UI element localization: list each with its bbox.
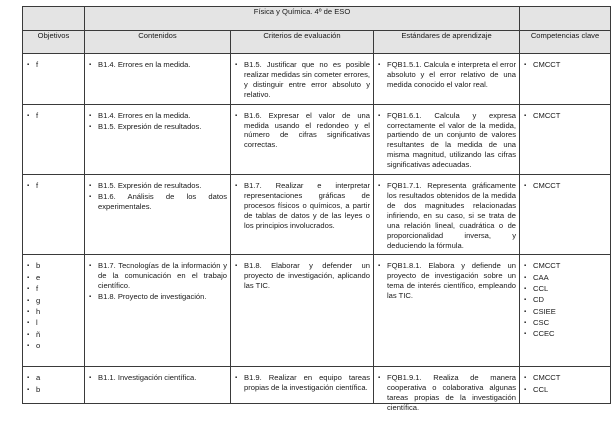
header-criterios: Criterios de evaluación bbox=[231, 31, 374, 54]
competencias-text: CAA bbox=[533, 272, 549, 282]
objetivos-cell bbox=[23, 104, 85, 174]
estandares-text: FQB1.8.1. Elabora y defiende un proyecto de investigación sobre un tema de interés científico, empleando las TIC. bbox=[387, 261, 517, 301]
header-row bbox=[23, 31, 611, 54]
competencias-item bbox=[524, 307, 607, 318]
bullet-icon: ▪ bbox=[524, 286, 527, 292]
objetivos-item bbox=[27, 385, 81, 396]
competencias-cell bbox=[520, 367, 611, 404]
title-row bbox=[23, 7, 611, 31]
bullet-icon: ▪ bbox=[27, 286, 30, 293]
competencias-item bbox=[524, 373, 607, 384]
objetivos-text: f bbox=[36, 284, 39, 294]
objetivos-text: f bbox=[36, 181, 39, 191]
contenidos-item bbox=[89, 181, 227, 191]
table-row bbox=[23, 367, 611, 404]
objetivos-item bbox=[27, 341, 81, 352]
estandares-cell bbox=[374, 255, 520, 367]
bullet-icon: ▪ bbox=[524, 308, 527, 315]
bullet-icon: ▪ bbox=[524, 112, 527, 119]
objetivos-text: a bbox=[36, 373, 41, 383]
competencias-cell bbox=[520, 175, 611, 255]
criterios-item bbox=[235, 111, 370, 151]
criterios-text: B1.5. Justificar que no es posible realizar medidas sin cometer errores, y distinguir entre error absoluto y relativo. bbox=[244, 60, 370, 99]
criterios-cell bbox=[231, 54, 374, 105]
title-blank-cell-right bbox=[520, 7, 611, 31]
bullet-icon: ▪ bbox=[27, 62, 30, 68]
objetivos-cell bbox=[23, 367, 85, 404]
criterios-text: B1.8. Elaborar y defender un proyecto de investigación, aplicando las TIC. bbox=[244, 261, 370, 291]
contenidos-item bbox=[89, 261, 227, 291]
estandares-cell bbox=[374, 367, 520, 413]
criterios-item bbox=[235, 181, 370, 231]
objetivos-item bbox=[27, 373, 81, 384]
criterios-cell bbox=[231, 104, 374, 174]
competencias-item bbox=[524, 318, 607, 329]
bullet-icon: ▪ bbox=[27, 386, 30, 393]
table-body bbox=[23, 54, 611, 413]
bullet-icon: ▪ bbox=[27, 375, 30, 382]
bullet-icon: ▪ bbox=[524, 331, 527, 338]
bullet-icon: ▪ bbox=[27, 183, 30, 190]
title-blank-cell bbox=[23, 7, 85, 31]
contenidos-cell bbox=[85, 255, 231, 367]
bullet-icon: ▪ bbox=[235, 375, 238, 382]
bullet-icon: ▪ bbox=[89, 375, 92, 382]
criterios-cell bbox=[231, 255, 374, 367]
competencias-text: CMCCT bbox=[533, 60, 561, 69]
bullet-icon: ▪ bbox=[524, 62, 527, 68]
contenidos-cell bbox=[85, 54, 231, 105]
competencias-item bbox=[524, 329, 607, 340]
criterios-text: B1.6. Expresar el valor de una medida usando el redondeo y el número de cifras significativas correctas. bbox=[244, 110, 370, 150]
header-estandares: Estándares de aprendizaje bbox=[374, 31, 520, 54]
bullet-icon: ▪ bbox=[524, 297, 527, 304]
bullet-icon: ▪ bbox=[524, 263, 527, 270]
table-row bbox=[23, 54, 611, 105]
estandares-item bbox=[378, 261, 516, 301]
objetivos-item bbox=[27, 181, 81, 192]
contenidos-cell bbox=[85, 104, 231, 174]
table-row bbox=[23, 104, 611, 174]
estandares-cell bbox=[374, 175, 520, 255]
bullet-icon: ▪ bbox=[378, 183, 381, 190]
header-competencias: Competencias clave bbox=[520, 31, 611, 54]
competencias-cell bbox=[520, 104, 611, 174]
contenidos-text: B1.5. Expresión de resultados. bbox=[98, 181, 202, 191]
competencias-item bbox=[524, 284, 607, 295]
curriculum-table bbox=[22, 6, 611, 413]
competencias-text: CCL bbox=[533, 284, 549, 293]
objetivos-item bbox=[27, 318, 81, 329]
header-objetivos: Objetivos bbox=[23, 31, 85, 54]
objetivos-text: f bbox=[36, 60, 39, 69]
objetivos-text: b bbox=[36, 384, 41, 394]
competencias-text: CD bbox=[533, 295, 544, 305]
competencias-text: CCL bbox=[533, 384, 549, 394]
bullet-icon: ▪ bbox=[378, 112, 381, 119]
criterios-text: B1.9. Realizar en equipo tareas propias de la investigación científica. bbox=[244, 373, 370, 393]
estandares-text: FQB1.7.1. Representa gráficamente los resultados obtenidos de la medida de dos magnitudes relacionadas infiriendo, en su caso, si se trata de una relación lineal, cuadrática o de proporcionalidad inversa, y deduciendo la fórmula. bbox=[387, 181, 517, 250]
estandares-cell bbox=[374, 54, 520, 105]
bullet-icon: ▪ bbox=[524, 386, 527, 393]
criterios-item bbox=[235, 261, 370, 291]
contenidos-item bbox=[89, 373, 227, 383]
objetivos-cell bbox=[23, 255, 85, 367]
header-contenidos: Contenidos bbox=[85, 31, 231, 54]
competencias-item bbox=[524, 385, 607, 396]
competencias-item bbox=[524, 273, 607, 284]
objetivos-cell bbox=[23, 54, 85, 105]
bullet-icon: ▪ bbox=[524, 274, 527, 281]
objetivos-item bbox=[27, 284, 81, 295]
bullet-icon: ▪ bbox=[89, 62, 92, 68]
objetivos-text: h bbox=[36, 306, 41, 316]
bullet-icon: ▪ bbox=[235, 112, 238, 119]
bullet-icon: ▪ bbox=[27, 112, 30, 119]
competencias-item bbox=[524, 111, 607, 122]
table-row bbox=[23, 255, 611, 367]
bullet-icon: ▪ bbox=[378, 62, 381, 68]
contenidos-text: B1.4. Errores en la medida. bbox=[98, 110, 191, 120]
bullet-icon: ▪ bbox=[89, 123, 92, 130]
criterios-item bbox=[235, 373, 370, 393]
bullet-icon: ▪ bbox=[27, 274, 30, 281]
objetivos-item bbox=[27, 261, 81, 272]
contenidos-text: B1.4. Errores en la medida. bbox=[98, 60, 191, 69]
table-row bbox=[23, 175, 611, 255]
estandares-text: FQB1.6.1. Calcula y expresa correctamente el valor de la medida, partiendo de un conjunto de valores resultantes de la medida de una misma magnitud, utilizando las cifras significativas adecuadas. bbox=[387, 110, 517, 170]
objetivos-cell bbox=[23, 175, 85, 255]
contenidos-text: B1.1. Investigación científica. bbox=[98, 373, 197, 383]
competencias-item bbox=[524, 60, 607, 71]
bullet-icon: ▪ bbox=[27, 331, 30, 338]
objetivos-item bbox=[27, 296, 81, 307]
contenidos-item bbox=[89, 292, 227, 302]
competencias-text: CMCCT bbox=[533, 110, 561, 120]
bullet-icon: ▪ bbox=[27, 320, 30, 327]
estandares-cell bbox=[374, 104, 520, 174]
bullet-icon: ▪ bbox=[89, 112, 92, 119]
estandares-item bbox=[378, 60, 516, 90]
objetivos-text: o bbox=[36, 341, 41, 351]
competencias-text: CMCCT bbox=[533, 181, 561, 191]
competencias-cell bbox=[520, 255, 611, 367]
objetivos-text: f bbox=[36, 110, 39, 120]
objetivos-item bbox=[27, 60, 81, 71]
contenidos-text: B1.5. Expresión de resultados. bbox=[98, 121, 202, 131]
objetivos-item bbox=[27, 307, 81, 318]
objetivos-text: g bbox=[36, 295, 41, 305]
estandares-item bbox=[378, 111, 516, 170]
bullet-icon: ▪ bbox=[27, 343, 30, 350]
estandares-item bbox=[378, 373, 516, 413]
competencias-text: CSC bbox=[533, 317, 550, 327]
contenidos-text: B1.6. Análisis de los datos experimentales. bbox=[98, 192, 227, 211]
bullet-icon: ▪ bbox=[89, 183, 92, 190]
competencias-cell bbox=[520, 54, 611, 105]
table-title: Física y Química. 4º de ESO bbox=[85, 7, 520, 31]
objetivos-text: l bbox=[36, 318, 38, 328]
criterios-cell bbox=[231, 367, 374, 404]
competencias-item bbox=[524, 181, 607, 192]
competencias-text: CMCCT bbox=[533, 261, 561, 271]
competencias-text: CSIEE bbox=[533, 306, 556, 316]
competencias-text: CCEC bbox=[533, 329, 555, 339]
bullet-icon: ▪ bbox=[235, 263, 238, 270]
objetivos-text: b bbox=[36, 261, 41, 271]
competencias-item bbox=[524, 261, 607, 272]
criterios-cell bbox=[231, 175, 374, 255]
bullet-icon: ▪ bbox=[378, 375, 381, 382]
estandares-text: FQB1.9.1. Realiza de manera cooperativa o colaborativa algunas tareas propias de la investigación científica. bbox=[387, 373, 517, 413]
bullet-icon: ▪ bbox=[27, 297, 30, 304]
contenidos-item bbox=[89, 60, 227, 70]
bullet-icon: ▪ bbox=[27, 308, 30, 315]
bullet-icon: ▪ bbox=[235, 183, 238, 190]
objetivos-text: e bbox=[36, 272, 41, 282]
estandares-text: FQB1.5.1. Calcula e interpreta el error absoluto y el error relativo de una medida conocido el valor real. bbox=[387, 60, 517, 89]
contenidos-item bbox=[89, 192, 227, 212]
objetivos-item bbox=[27, 330, 81, 341]
bullet-icon: ▪ bbox=[89, 263, 92, 270]
estandares-item bbox=[378, 181, 516, 250]
contenidos-text: B1.8. Proyecto de investigación. bbox=[98, 292, 207, 302]
bullet-icon: ▪ bbox=[27, 263, 30, 270]
bullet-icon: ▪ bbox=[89, 194, 92, 201]
contenidos-item bbox=[89, 111, 227, 121]
bullet-icon: ▪ bbox=[524, 375, 527, 382]
bullet-icon: ▪ bbox=[235, 62, 238, 68]
competencias-item bbox=[524, 295, 607, 306]
criterios-text: B1.7. Realizar e interpretar representaciones gráficas de procesos físicos o químicos, a partir de tablas de datos y de las leyes o los principios involucrados. bbox=[244, 181, 370, 230]
criterios-item bbox=[235, 60, 370, 100]
objetivos-item bbox=[27, 273, 81, 284]
bullet-icon: ▪ bbox=[524, 319, 527, 326]
bullet-icon: ▪ bbox=[524, 183, 527, 190]
contenidos-cell bbox=[85, 367, 231, 404]
bullet-icon: ▪ bbox=[89, 294, 92, 301]
bullet-icon: ▪ bbox=[378, 263, 381, 270]
competencias-text: CMCCT bbox=[533, 373, 561, 383]
contenidos-item bbox=[89, 122, 227, 132]
contenidos-cell bbox=[85, 175, 231, 255]
objetivos-text: ñ bbox=[36, 329, 41, 339]
objetivos-item bbox=[27, 111, 81, 122]
contenidos-text: B1.7. Tecnologías de la información y de la comunicación en el trabajo científico. bbox=[98, 261, 227, 291]
